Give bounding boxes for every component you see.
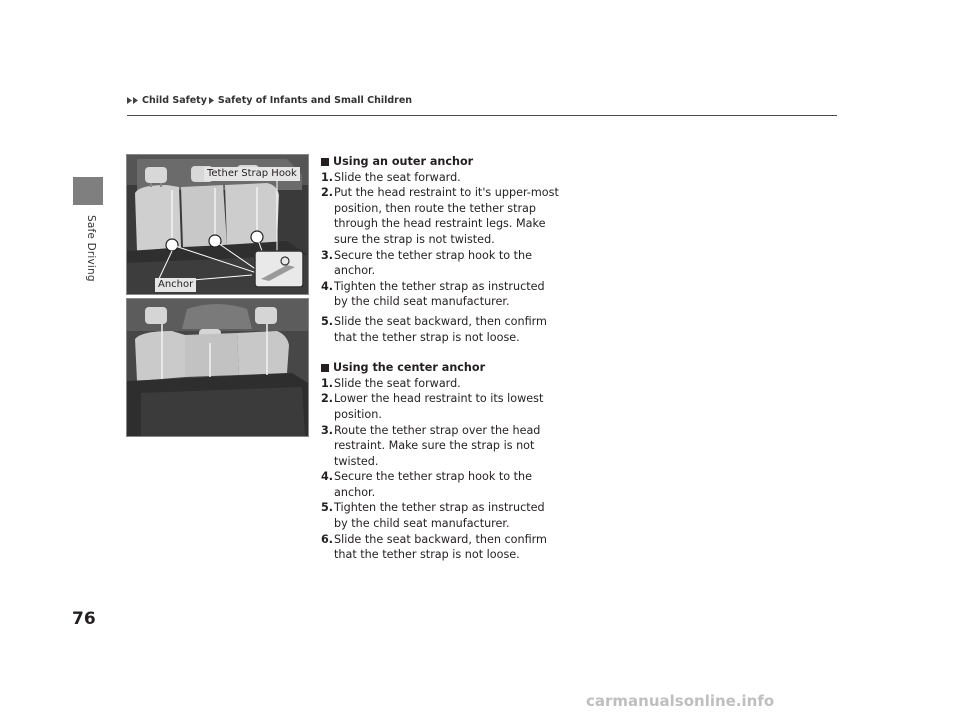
section-square-icon: [321, 364, 329, 372]
figure-outer-anchor: [126, 154, 309, 295]
step-number: 1.: [321, 170, 334, 184]
step-text: Slide the seat forward.: [334, 376, 461, 390]
breadcrumb-arrow-icon: [127, 97, 139, 104]
instructions-column: [321, 154, 561, 563]
step-number: 2.: [321, 186, 334, 200]
watermark: carmanualsonline.info: [586, 692, 775, 710]
page-number: 76: [72, 609, 96, 629]
step-text: Tighten the tether strap as instructed by the child seat manufacturer.: [334, 279, 545, 309]
breadcrumb-arrow-icon: [209, 97, 215, 104]
step-text: Route the tether strap over the head restraint. Make sure the strap is not twisted.: [334, 423, 541, 468]
step-number: 1.: [321, 376, 334, 390]
list-item: [321, 500, 561, 531]
step-number: 3.: [321, 248, 334, 262]
step-number: 4.: [321, 470, 334, 484]
callout-anchor: Anchor: [155, 278, 196, 292]
step-text: Slide the seat backward, then confirm that the tether strap is not loose.: [334, 314, 547, 344]
list-item: [321, 185, 561, 247]
step-number: 3.: [321, 423, 334, 437]
step-text: Secure the tether strap hook to the anchor.: [334, 248, 533, 278]
section-side-label: Safe Driving: [85, 215, 97, 282]
callout-tether-strap-hook: Tether Strap Hook: [204, 167, 300, 181]
center-anchor-illustration: [127, 299, 308, 436]
figure-center-anchor: [126, 298, 309, 437]
list-item: [321, 532, 561, 563]
step-text: Slide the seat forward.: [334, 170, 461, 184]
step-number: 5.: [321, 501, 334, 515]
section-square-icon: [321, 158, 329, 166]
section-title-center-anchor: [321, 360, 561, 376]
list-item: [321, 376, 561, 392]
list-item: [321, 279, 561, 310]
step-text: Secure the tether strap hook to the anchor.: [334, 470, 533, 499]
step-number: 5.: [321, 314, 334, 328]
breadcrumb: [127, 95, 412, 106]
breadcrumb-item-safety-infants[interactable]: Safety of Infants and Small Children: [217, 95, 413, 106]
step-text: Slide the seat backward, then confirm that the tether strap is not loose.: [334, 532, 547, 562]
list-item: [321, 170, 561, 186]
list-item: [321, 391, 561, 422]
header-divider: [127, 115, 837, 116]
list-item: [321, 314, 561, 345]
breadcrumb-item-child-safety[interactable]: Child Safety: [142, 95, 207, 106]
list-item: [321, 423, 561, 470]
step-text: Lower the head restraint to its lowest position.: [334, 392, 544, 421]
step-number: 6.: [321, 532, 334, 546]
step-number: 4.: [321, 279, 334, 293]
section-tab-marker: [73, 177, 103, 205]
section-title-text: Using the center anchor: [333, 361, 486, 375]
section-title-text: Using an outer anchor: [333, 155, 474, 168]
list-item: [321, 248, 561, 279]
step-text: Tighten the tether strap as instructed by the child seat manufacturer.: [334, 501, 545, 531]
section-title-outer-anchor: [321, 154, 561, 170]
list-item: [321, 469, 561, 500]
step-text: Put the head restraint to it's upper-most position, then route the tether strap through the head restraint legs. Make sure the strap is not twisted.: [334, 186, 559, 246]
step-number: 2.: [321, 392, 334, 406]
